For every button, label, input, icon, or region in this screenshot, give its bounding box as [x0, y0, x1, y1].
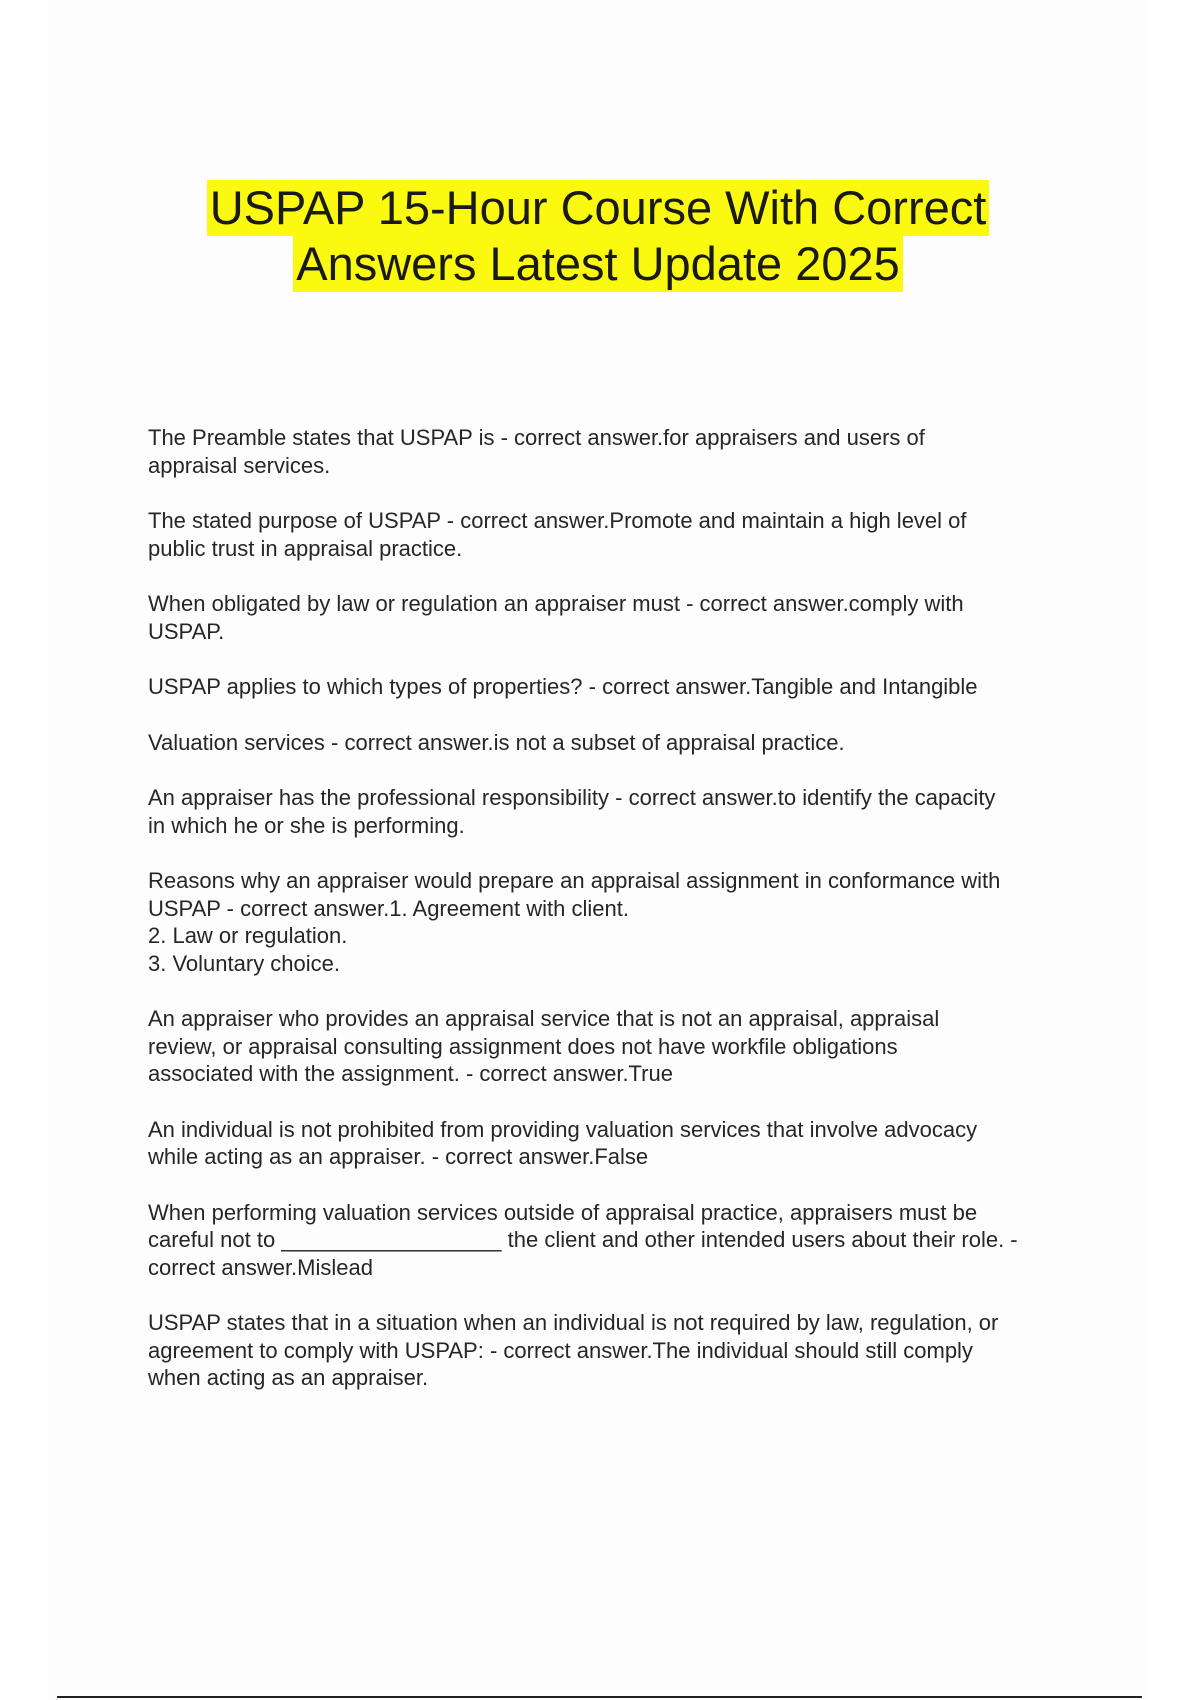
qa-item: Valuation services - correct answer.is not a subset of appraisal practice. [148, 729, 845, 755]
title-line-1: USPAP 15-Hour Course With Correct [207, 180, 990, 236]
qa-item: An appraiser who provides an appraisal service that is not an appraisal, appraisal review, or appraisal consulting assignment does not have workfile obligations associated with the assignment. - correct answer.True [148, 1006, 940, 1086]
qa-item: When performing valuation services outside of appraisal practice, appraisers must be careful not to __________________ the client and other intended users about their role. - correct answer.Mislead [148, 1199, 1018, 1280]
question-answer-list [148, 424, 1138, 1420]
qa-item: An individual is not prohibited from providing valuation services that involve advocacy while acting as an appraiser. - correct answer.False [148, 1116, 978, 1169]
qa-item: Reasons why an appraiser would prepare an appraisal assignment in conformance with USPAP - correct answer.1. Agreement with client. 2. Law or regulation. 3. Voluntary choice. [148, 868, 1001, 976]
qa-item: USPAP applies to which types of properties? - correct answer.Tangible and Intangible [148, 674, 978, 699]
title-line-2: Answers Latest Update 2025 [293, 236, 903, 292]
qa-item: The Preamble states that USPAP is - correct answer.for appraisers and users of appraisal services. [148, 425, 925, 478]
page-bottom-rule [57, 1696, 1142, 1698]
qa-item: When obligated by law or regulation an appraiser must - correct answer.comply with USPAP. [148, 591, 964, 644]
qa-item: USPAP states that in a situation when an individual is not required by law, regulation, or agreement to comply with USPAP: - correct answer.The individual should still comply when acting as an appraiser. [148, 1310, 999, 1390]
document-page [48, 0, 1148, 1700]
qa-item: An appraiser has the professional responsibility - correct answer.to identify the capacity in which he or she is performing. [148, 785, 996, 838]
document-title [48, 180, 1148, 292]
qa-item: The stated purpose of USPAP - correct answer.Promote and maintain a high level of public trust in appraisal practice. [148, 508, 967, 561]
